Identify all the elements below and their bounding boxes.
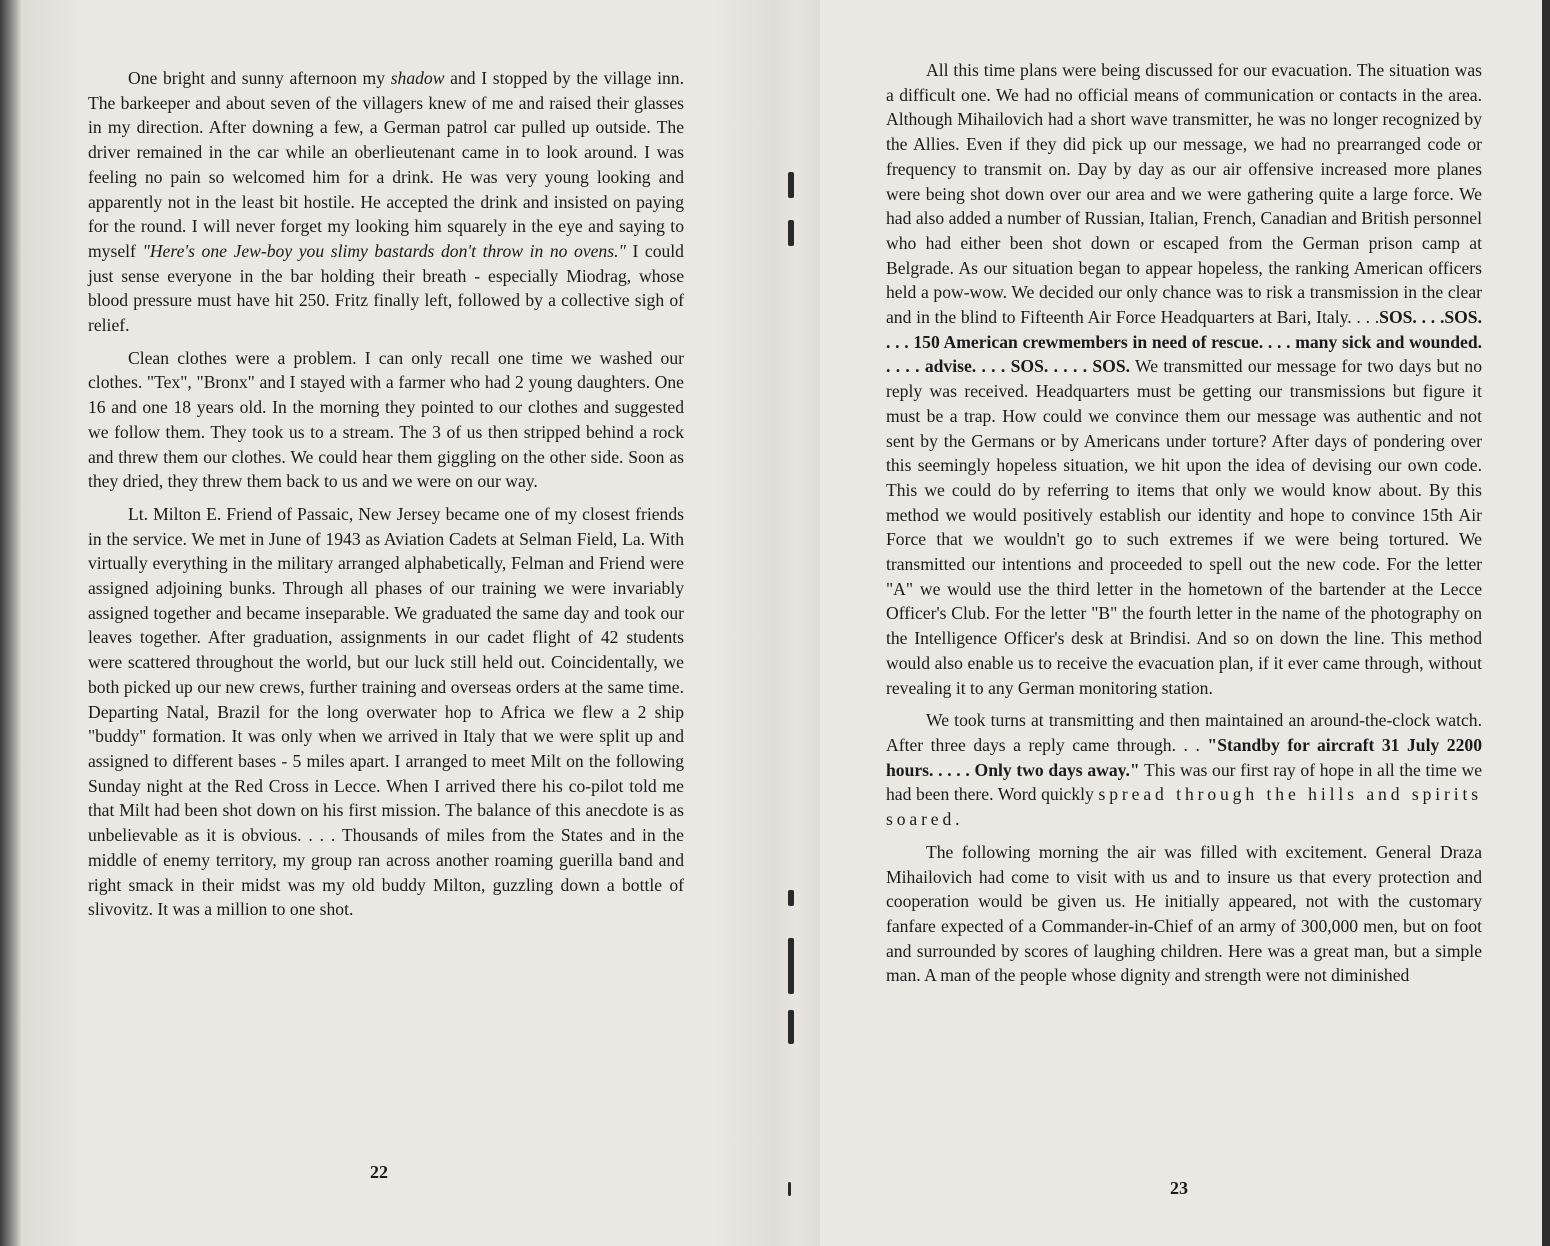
paragraph-mihailovich: The following morning the air was filled with excitement. General Draza Mihailovich had come to visit with us and to insure us that every protection and cooperation would be given us. He initially appeared, not with the customary fanfare expected of a Commander-in-Chief of an army of 300,000 men, but on foot and surrounded by scores of laughing children. Here was a great man, but a simple man. A man of the people whose dignity and strength were not diminished (886, 841, 1482, 986)
right-page (820, 0, 1542, 1246)
book-edge-shadow (1542, 0, 1550, 1246)
text-run: and I stopped by the village inn. The barkeeper and about seven of the villagers knew of me and raised their glasses in my direction. After downing a few, a German patrol car pulled up outside. The driver remained in the car while an oberlieutenant came in to look around. I was feeling no pain so welcomed him for a drink. He was very young looking and apparently not in the least bit hostile. He accepted the drink and insisted on paying for the round. I will never forget my looking him squarely in the eye and saying to myself (88, 68, 684, 261)
left-page-text (88, 66, 684, 930)
text-run: This was our first ray of hope in all the time we had been there. Word quickly (886, 759, 1482, 805)
text-run: We transmitted our message for two days but no reply was received. Headquarters must be getting our transmissions but figure it must be a trap. How could we convince them our message was authentic and not sent by the Germans or by Americans under torture? After days of pondering over this seemingly hopeless situation, we hit upon the idea of devising our own code. This we could do by referring to items that only we would know about. By this method we would positively establish our identity and hope to convince 15th Air Force that we wouldn't go to such extremes if we were being tortured. We transmitted our intentions and proceeded to spell out the new code. For the letter "A" we would use the third letter in the hometown of the bartender at the Lecce Officer's Club. For the letter "B" the fourth letter in the name of the photography on the Intelligence Officer's desk at Brindisi. And so on down the line. This method would also enable us to receive the evacuation plan, if it ever came through, without revealing it to any German monitoring station. (886, 356, 1482, 698)
bold-sos-message: SOS. . . .SOS. . . . 150 American crewmembers in need of rescue. . . . many sick and wounded. . . . . advise. . . . SOS. . . . . SOS. (886, 307, 1482, 377)
binding-mark (788, 172, 794, 198)
left-page (22, 0, 772, 1246)
text-run: One bright and sunny afternoon my (128, 68, 391, 88)
paragraph-evacuation (886, 58, 1482, 700)
paragraph-milton: Lt. Milton E. Friend of Passaic, New Jersey became one of my closest friends in the service. We met in June of 1943 as Aviation Cadets at Selman Field, La. With virtually everything in the military arranged alphabetically, Felman and Friend were assigned adjoining bunks. Through all phases of our training we were invariably assigned together and became inseparable. We graduated the same day and took our leaves together. After graduation, assignments in our cadet flight of 42 students were scattered throughout the world, but our luck still held out. Coincidentally, we both picked up our new crews, further training and overseas orders at the same time. Departing Natal, Brazil for the long overwater hop to Africa we flew a 2 ship "buddy" formation. It was only when we arrived in Italy that we were split up and assigned to different bases - 5 miles apart. I arranged to meet Milt on the following Sunday night at the Red Cross in Lecce. When I arrived there his co-pilot told me that Milt had been shot down on his first mission. The balance of this anecdote is as unbelievable as it is obvious. . . . Thousands of miles from the States and in the middle of enemy territory, my group ran across another roaming guerilla band and right smack in their midst was my old buddy Milton, guzzling down a bottle of slivovitz. It was a million to one shot. (88, 503, 684, 920)
text-run: I could just sense everyone in the bar holding their breath - especially Miodrag, whose blood pressure must have hit 250. Fritz finally left, followed by a collective sigh of relief. (88, 240, 684, 336)
binding-mark (788, 1010, 794, 1044)
italic-quote: "Here's one Jew-boy you slimy bastards don't throw in no ovens." (142, 240, 626, 261)
binding-mark (788, 220, 794, 246)
text-run: All this time plans were being discussed for our evacuation. The situation was a difficult one. We had no official means of communication or contacts in the area. Although Mihailovich had a short wave transmitter, he was no longer recognized by the Allies. Even if they did pick up our message, we had no prearranged code or frequency to transmit on. Day by day as our air offensive increased more planes were being shot down over our area and we were gathering quite a large force. We had also added a number of Russian, Italian, French, Canadian and British personnel who had either been shot down or escaped from the German prison camp at Belgrade. As our situation began to appear hopeless, the ranking American officers held a pow-wow. We decided our only chance was to risk a transmission in the clear and in the blind to Fifteenth Air Force Headquarters at Bari, Italy. . . . (886, 60, 1482, 328)
bold-standby-message: "Standby for aircraft 31 July 2200 hours. . . . . Only two days away." (886, 734, 1482, 780)
page-number-right: 23 (1170, 1178, 1188, 1198)
text-run: We took turns at transmitting and then maintained an around-the-clock watch. After three days a reply came through. . . (886, 710, 1482, 755)
italic-shadow: shadow (390, 68, 445, 88)
right-page-text (886, 58, 1482, 996)
paragraph-reply (886, 708, 1482, 832)
spaced-line: spread through the hills and spirits soared. (886, 784, 1482, 830)
page-gutter (772, 0, 820, 1246)
paragraph-inn (88, 66, 684, 338)
page-number-left: 22 (370, 1162, 388, 1182)
binding-mark (788, 938, 794, 994)
paragraph-clothes: Clean clothes were a problem. I can only recall one time we washed our clothes. "Tex", "Bronx" and I stayed with a farmer who had 2 young daughters. One 16 and one 18 years old. In the morning they pointed to our clothes and suggested we follow them. They took us to a stream. The 3 of us then stripped behind a rock and threw them our clothes. We could hear them giggling on the other side. Soon as they dried, they threw them back to us and we were on our way. (88, 347, 684, 492)
book-binding-shadow (0, 0, 22, 1246)
binding-mark (788, 1182, 791, 1196)
binding-mark (788, 890, 794, 906)
